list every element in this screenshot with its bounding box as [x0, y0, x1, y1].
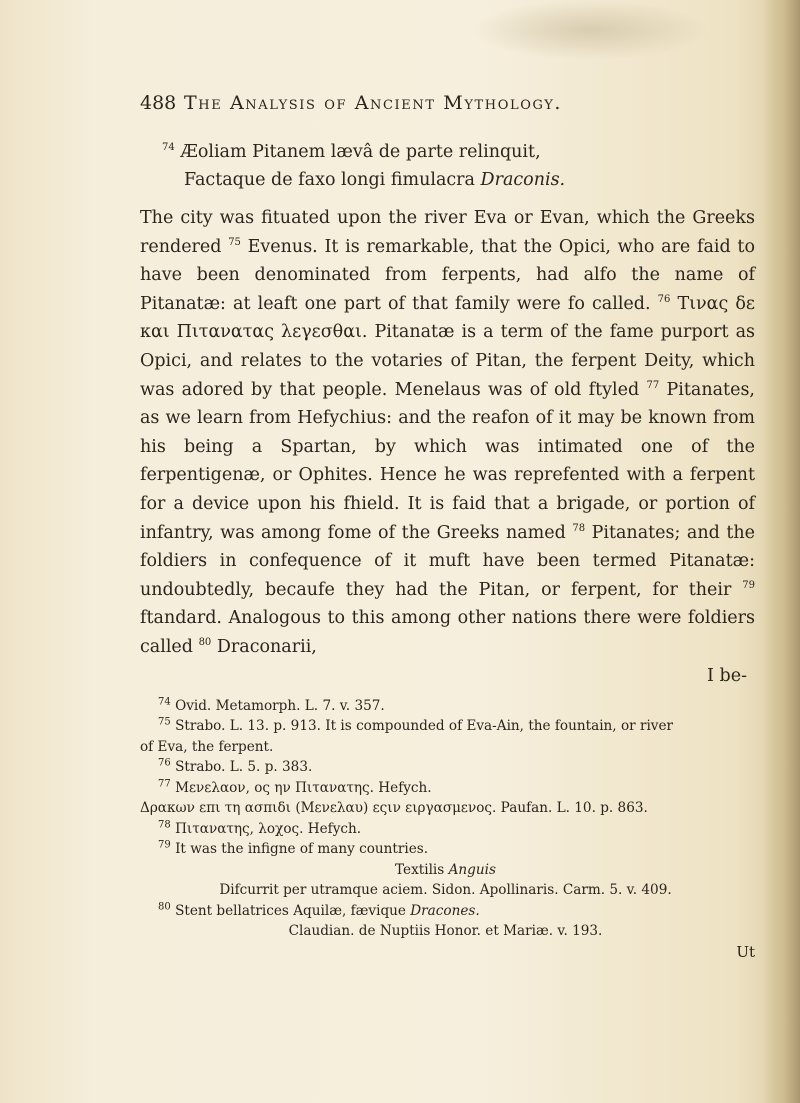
footnote-76: $^{76}$ Strabo. L. 5. p. 383. [158, 757, 313, 775]
running-head: The Analysis of Ancient Mythology. [184, 92, 563, 114]
footnote-77-continued: Δρακων επι τη ασπιδι (Μενελαυ) εςιν ειργασμενος. Paufan. L. 10. p. 863. [140, 800, 648, 816]
page-content [140, 92, 755, 962]
ink-bleed-mark [470, 0, 710, 60]
text-run: Pitanates, as we learn from Hefychius: and the reafon of it may be known from his being a Spartan, by which was intimated one of the ferpentigenæ, or Ophites. Hence he was reprefented with a ferpent for a device upon his fhield. It is faid that a brigade, or portion of infantry, was among fome of the Greeks named [140, 379, 755, 543]
footnote-78: $^{78}$ Πιτανατης, λοχος. Hefych. [158, 818, 362, 837]
footnote-79-quote-2: Difcurrit per utramque aciem. Sidon. Apollinaris. Carm. 5. v. 409. [219, 882, 672, 898]
footnote-ref: 74 [162, 142, 175, 154]
footnote-75-continued: of Eva, the ferpent. [140, 738, 274, 755]
footnote-79-quote-1: Textilis Anguis [395, 861, 496, 878]
text-run: Evenus. It is remarkable, that the Opici, who are faid to have been denominated from ferpents, had alfo the name of Pitanatæ: at leaft one part of that family were fo called. [140, 236, 755, 314]
footnote-75: $^{75}$ Strabo. L. 13. p. 913. It is compounded of Eva-Ain, the fountain, or river [158, 716, 674, 734]
text-run: Τινας δε και Πιτανατας λεγεσθαι. Pitanatæ is a term of the fame purport as Opici, and relates to the votaries of Pitan, the ferpent Deity, which was adored by that people. Menelaus was of old ftyled [140, 293, 755, 400]
footnote-80-source: Claudian. de Nuptiis Honor. et Mariæ. v. 193. [288, 923, 603, 939]
paragraph-text [140, 204, 755, 662]
footnote-80: $^{80}$ Stent bellatrices Aquilæ, fævique Dracones. [158, 900, 480, 919]
catchword: Ut [736, 942, 755, 961]
footnote-ref: 80 [198, 637, 212, 649]
text-run: Pitanates; and the foldiers in confequence of it muft have been termed Pitanatæ: undoubtedly, becaufe they had the Pitan, or ferpent, for their [140, 522, 756, 600]
footnote-ref: 75 [228, 236, 241, 248]
footnote-ref: 77 [646, 379, 660, 391]
footnotes [140, 696, 755, 963]
text-run: Draconarii, [211, 636, 317, 657]
footnote-ref: 79 [742, 579, 755, 591]
footnote-77: $^{77}$ Μενελαον, ος ην Πιτανατης. Hefych. [158, 777, 432, 796]
body-last-line: I be- [707, 665, 747, 686]
verse-line-2: Factaque de faxo longi fimulacra Draconis. [184, 170, 566, 190]
page-edge-shadow [762, 0, 800, 1103]
text-run: The city was fituated upon the river Eva or Evan, which the Greeks rendered [140, 208, 755, 257]
page-number: 488 [140, 92, 177, 114]
body-paragraph [140, 204, 755, 662]
verse-line-1: $^{74}$ Æoliam Pitanem lævâ de parte relinquit, [162, 142, 541, 162]
footnote-79: $^{79}$ It was the infigne of many countries. [158, 839, 429, 857]
text-run: ftandard. Analogous to this among other nations there were foldiers called [140, 608, 755, 657]
footnote-ref: 78 [572, 522, 586, 534]
verse-quotation [140, 138, 755, 194]
footnote-74: $^{74}$ Ovid. Metamorph. L. 7. v. 357. [158, 695, 385, 714]
footnote-ref: 76 [657, 293, 671, 305]
page-header [140, 92, 755, 122]
